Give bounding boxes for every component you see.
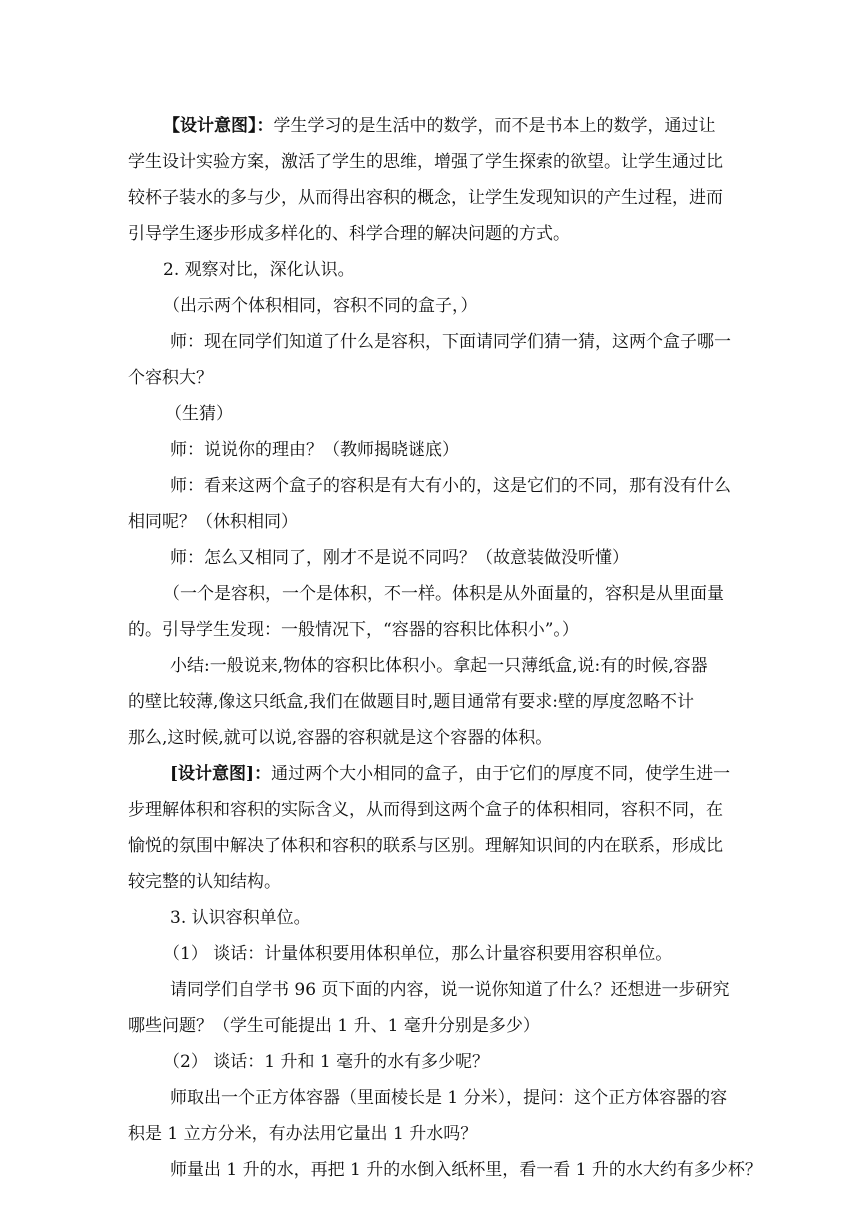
text-line: 积是 1 立方分米，有办法用它量出 1 升水吗？ [128, 1124, 478, 1144]
text-line: 相同呢？（休积相同） [128, 512, 298, 532]
text-line: 步理解体积和容积的实际含义，从而得到这两个盒子的体积相同，容积不同，在 [128, 800, 723, 820]
design-intent-label: [设计意图]： [170, 764, 272, 784]
text-line: （一个是容积，一个是体积，不一样。体积是从外面量的，容积是从里面量 [163, 584, 724, 604]
text-line: 师：怎么又相同了，刚才不是说不同吗？（故意装做没听懂） [170, 548, 629, 568]
text-line: 师取出一个正方体容器（里面棱长是 1 分米），提问：这个正方体容器的容 [170, 1088, 728, 1108]
section-heading-2: 2. 观察对比，深化认识。 [163, 260, 355, 280]
text-line: 较完整的认知结构。 [128, 872, 281, 892]
text-line: 那么,这时候,就可以说,容器的容积就是这个容器的体积。 [128, 728, 553, 748]
text-line: （出示两个体积相同，容积不同的盒子，） [163, 296, 478, 316]
text-line: 小结:一般说来,物体的容积比体积小。拿起一只薄纸盒,说:有的时候,容器 [170, 656, 708, 676]
text-line: （2） 谈话：1 升和 1 毫升的水有多少呢？ [163, 1052, 490, 1072]
text-line: 哪些问题？（学生可能提出 1 升、1 毫升分别是多少） [128, 1016, 540, 1036]
text-line: 个容积大？ [128, 368, 213, 388]
text-line: 的壁比较薄,像这只纸盒,我们在做题目时,题目通常有要求:壁的厚度忽略不计 [128, 692, 694, 712]
text-line: 请同学们自学书 96 页下面的内容，说一说你知道了什么？还想进一步研究 [170, 980, 730, 1000]
text-line: （生猜） [165, 404, 233, 424]
text-line: 的。引导学生发现：一般情况下，“容器的容积比体积小”。） [128, 620, 579, 640]
text-line: 引导学生逐步形成多样化的、科学合理的解决问题的方式。 [128, 224, 570, 244]
text-line: 师：说说你的理由？（教师揭晓谜底） [170, 440, 459, 460]
text-line: 学生学习的是生活中的数学，而不是书本上的数学，通过让 [273, 116, 716, 136]
design-intent-paragraph-1 [163, 115, 716, 137]
text-line: 师：现在同学们知道了什么是容积，下面请同学们猜一猜，这两个盒子哪一 [170, 332, 731, 352]
section-heading-3: 3. 认识容积单位。 [170, 908, 311, 928]
text-line: 学生设计实验方案，激活了学生的思维，增强了学生探索的欲望。让学生通过比 [128, 152, 723, 172]
text-line: 师：看来这两个盒子的容积是有大有小的，这是它们的不同，那有没有什么 [170, 476, 731, 496]
text-line: 较杯子装水的多与少，从而得出容积的概念，让学生发现知识的产生过程，进而 [128, 188, 723, 208]
text-line: 愉悦的氛围中解决了体积和容积的联系与区别。理解知识间的内在联系，形成比 [128, 836, 723, 856]
text-line: （1） 谈话：计量体积要用体积单位，那么计量容积要用容积单位。 [163, 944, 673, 964]
design-intent-label: 【设计意图】： [163, 116, 274, 136]
text-line: 通过两个大小相同的盒子，由于它们的厚度不同，使学生进一 [271, 764, 731, 784]
design-intent-paragraph-2 [170, 763, 730, 785]
text-line: 师量出 1 升的水，再把 1 升的水倒入纸杯里，看一看 1 升的水大约有多少杯？ [170, 1160, 762, 1180]
